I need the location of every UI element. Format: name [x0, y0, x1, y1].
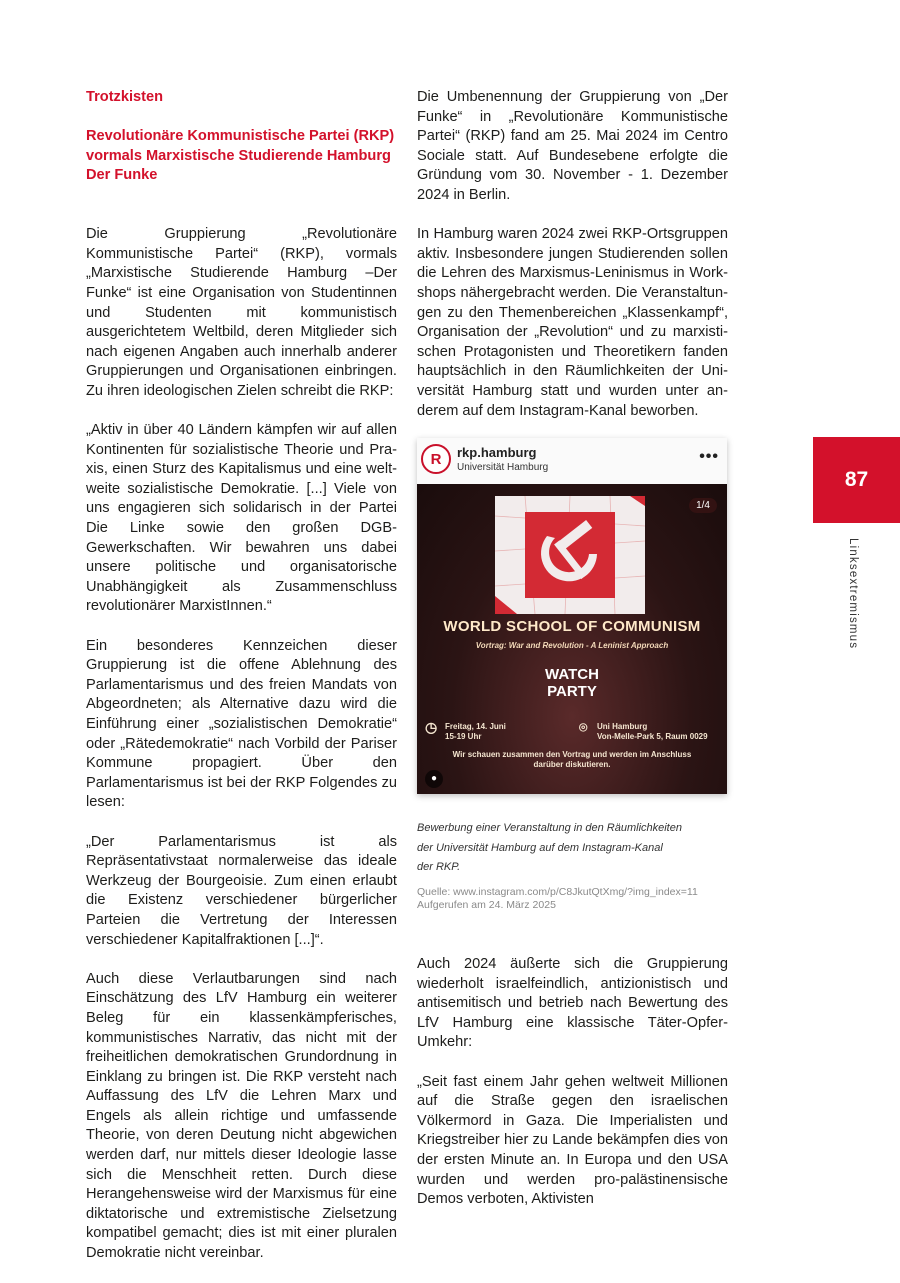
image-caption: [417, 819, 728, 878]
kicker-heading: Trotzkisten: [86, 89, 164, 105]
caption-line: der Universität Hamburg auf dem Instagram-Kanal: [417, 841, 663, 854]
party-word: PARTY: [547, 683, 597, 700]
title-line: vormals Marxistische Studierende Hamburg: [86, 147, 391, 164]
clock-icon: ◷: [425, 719, 438, 735]
right-column-top: [417, 88, 728, 441]
poster-title: WORLD SCHOOL OF COMMUNISM: [443, 618, 701, 635]
post-location: Universität Hamburg: [457, 462, 549, 473]
watch-word: WATCH: [545, 666, 599, 683]
post-username: rkp.hamburg: [457, 445, 537, 460]
quote-paragraph: „Der Parlamentarismus ist als Repräsentativstaat normalerweise das ideale Werkzeug der Bourgeoisie. Zum einen erlaubt die Existenz verschiedener bürgerlicher Parteien die Vertretung der Interessen verschiedener Kapitalfraktionen [...]“.: [86, 833, 397, 948]
caption-line: der RKP.: [417, 861, 461, 873]
post-header: [417, 438, 727, 484]
paragraph: In Hamburg waren 2024 zwei RKP-Ortsgruppen aktiv. Insbesondere jungen Studierenden sollen die Lehren des Marxismus-Leninismus in Workshops nähergebracht werden. Die Veranstaltungen zu den Themenbereichen „Klassenkampf“, Organisation der „Revolution“ und zu marxistischen Protagonisten und Theoretikern fanden hauptsächlich in den Räumlichkeiten der Universität Hamburg statt und wurden unter anderem auf dem Instagram-Kanal beworben.: [417, 226, 728, 419]
hammer-sickle-graphic: [495, 496, 645, 614]
left-column: [86, 88, 397, 1283]
place-line: Uni Hamburg: [597, 722, 648, 731]
paragraph: Auch diese Verlautbarungen sind nach Einschätzung des LfV Hamburg ein weiterer Beleg für ein klassenkämpferisches, kommunistisches Narrativ, das nicht mit der freiheitlichen demokratischen Grundordnung in Einklang zu bringen ist. Die RKP versteht nach Auffassung des LfV die Lehren Marx und Engels als allein richtige und umfassende Theorie, von deren Deutung nicht abgewichen werden darf, nur mittels dieser Ideologie lasse sich die Menschheit retten. Durch diese Herangehensweise wird der Marxismus für eine diktatorische und extremistische Zielsetzung kompatibel gemacht; dies ist mit einer pluralen Demokratie nicht vereinbar.: [86, 970, 397, 1262]
right-column-bottom: [417, 955, 728, 1229]
article-title: [86, 127, 397, 186]
watch-party-label: [417, 666, 727, 700]
footer-line: Wir schauen zusammen den Vortrag und werden im Anschluss: [452, 750, 692, 759]
time-line: 15-19 Uhr: [445, 732, 482, 741]
title-line: Revolutionäre Kommunistische Partei (RKP): [86, 128, 395, 145]
instagram-post-image: [417, 438, 727, 794]
source-date: Aufgerufen am 24. März 2025: [417, 899, 556, 911]
tagged-user-icon: ●: [425, 770, 443, 788]
location-pin-icon: ⌾: [579, 719, 588, 735]
footer-line: darüber diskutieren.: [533, 760, 611, 769]
title-line: Der Funke: [86, 167, 158, 184]
paragraph: Auch 2024 äußerte sich die Gruppierung wiederholt israelfeindlich, antizionistisch und antisemitisch und betrieb nach Bewertung des LfV Hamburg eine klassische Täter-Opfer-Umkehr:: [417, 956, 728, 1051]
address-line: Von-Melle-Park 5, Raum 0029: [597, 732, 708, 741]
page-number-tab: 87: [813, 437, 900, 523]
event-date: [425, 719, 506, 742]
event-place: [579, 719, 708, 742]
paragraph: Ein besonderes Kennzeichen dieser Gruppierung ist die offene Ablehnung des Parlamentarismus und des freien Mandats von Abgeordneten; als Alternative dazu wird die Einführung einer „sozialistischen Demokratie“ oder „Rätedemokratie“ nach Vorbild der Pariser Kommune propagiert. Über den Parlamentarismus ist bei der RKP Folgendes zu lesen:: [86, 637, 397, 811]
paragraph: Die Umbenennung der Gruppierung von „Der Funke“ in „Revolutionäre Kommunistische Partei“ (RKP) fand am 25. Mai 2024 im Centro Sociale statt. Auf Bundesebene erfolgte die Gründung vom 30. November - 1. Dezember 2024 in Berlin.: [417, 89, 728, 203]
paragraph: Die Gruppierung „Revolutionäre Kommunistische Partei“ (RKP), vormals „Marxistische Studierende Hamburg –Der Funke“ ist eine Organisation von Studentinnen und Studenten mit kommunistisch ausgerichtetem Weltbild, deren Mitglieder sich nach eigenen Angaben auch innerhalb anderer Gruppierungen und Organisationen einbringen. Zu ihren ideologischen Zielen schreibt die RKP:: [86, 226, 397, 399]
poster-footer: [417, 750, 727, 770]
source-url: Quelle: www.instagram.com/p/C8JkutQtXmg/?img_index=11: [417, 886, 698, 898]
poster-subtitle: Vortrag: War and Revolution - A Leninist Approach: [475, 641, 669, 650]
poster-image: [417, 484, 727, 794]
page-indicator: 1/4: [689, 498, 717, 513]
more-options-icon: •••: [699, 448, 719, 465]
caption-line: Bewerbung einer Veranstaltung in den Räumlichkeiten: [417, 822, 682, 834]
avatar: R: [421, 444, 451, 474]
image-source: [417, 886, 728, 912]
date-line: Freitag, 14. Juni: [445, 722, 506, 731]
section-label: Linksextremismus: [847, 538, 859, 650]
quote-paragraph: „Aktiv in über 40 Ländern kämpfen wir auf allen Kontinenten für sozialistische Theorie und Praxis, einen Sturz des Kapitalismus und eine weltweite sozialistische Demokratie. [...] Viele von uns engagieren sich solidarisch in der Partei Die Linke sowie den großen DGB-Gewerkschaften. Wir bewahren uns dabei unsere politische und organisatorische Unabhängigkeit als Zusammenschluss revolutionärer MarxistInnen.“: [86, 422, 397, 615]
quote-paragraph: „Seit fast einem Jahr gehen weltweit Millionen auf die Straße gegen den israelischen Völkermord in Gaza. Die Imperialisten und Kriegstreiber hier zu Lande bekämpfen dies von der ersten Minute an. In Europa und den USA wurden und werden pro-palästinensische Demos verboten, Aktivisten: [417, 1073, 728, 1208]
